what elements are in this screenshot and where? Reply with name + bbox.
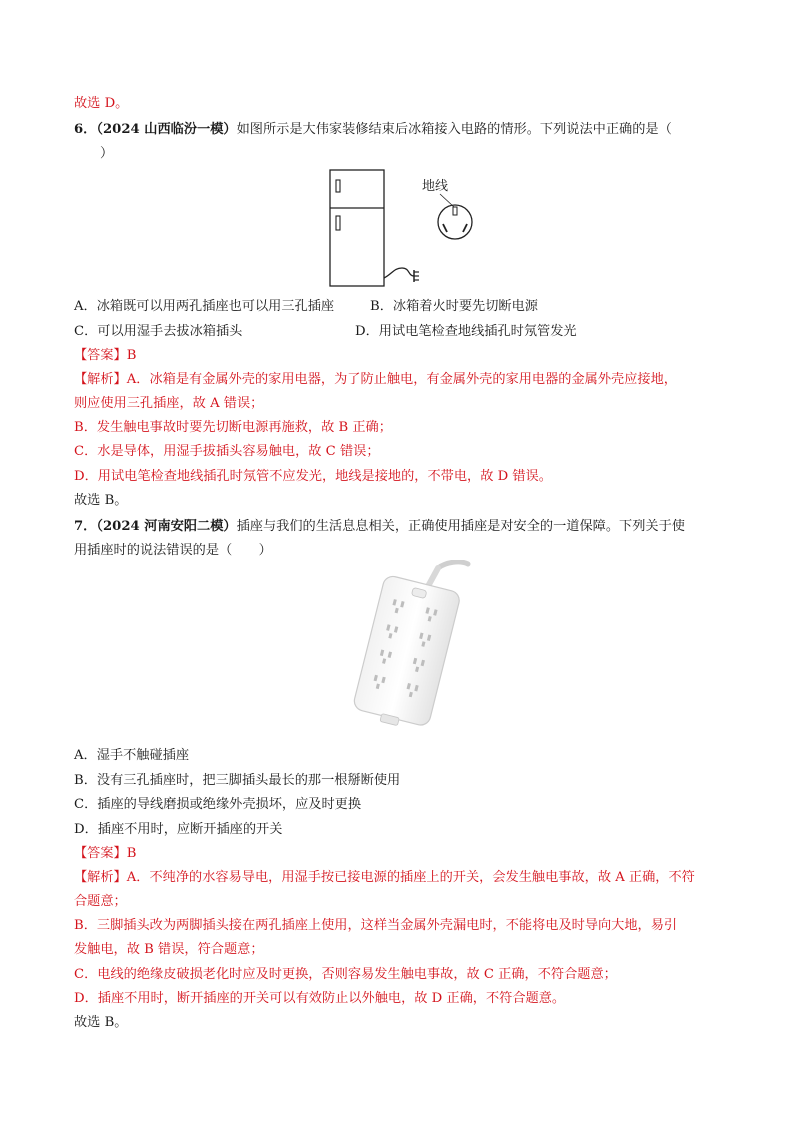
power-strip-body	[351, 574, 462, 733]
q7-number: 7．	[74, 519, 97, 534]
q6-analysis-line-4: C．水是导体，用湿手拔插头容易触电，故 C 错误；	[74, 444, 380, 459]
q6-option-b: B．冰箱着火时要先切断电源	[370, 299, 538, 314]
fridge-circuit-figure	[322, 166, 482, 290]
q6-option-c: C．可以用湿手去拔冰箱插头	[74, 324, 243, 339]
fridge-handle-bottom	[336, 216, 340, 230]
ground-label-leader	[440, 194, 454, 207]
q6-conclusion: 故选 B。	[74, 493, 128, 508]
q6-number: 6．	[74, 122, 97, 137]
q7-option-c: C．插座的导线磨损或绝缘外壳损坏，应及时更换	[74, 797, 362, 812]
q7-analysis-line-3: B．三脚插头改为两脚插头接在两孔插座上使用，这样当金属外壳漏电时，不能将电及时导向大地，易引	[74, 918, 678, 933]
fridge-cord	[384, 268, 414, 278]
q7-option-a: A．湿手不触碰插座	[74, 748, 190, 763]
three-hole-socket-icon	[438, 205, 472, 239]
q7-option-b: B．没有三孔插座时，把三脚插头最长的那一根掰断使用	[74, 773, 401, 788]
q7-analysis-line-6: D．插座不用时，断开插座的开关可以有效防止以外触电，故 D 正确，不符合题意。	[74, 991, 566, 1006]
q7-analysis-tag: 【解析】	[74, 870, 127, 885]
q6-stem-text: 如图所示是大伟家装修结束后冰箱接入电路的情形。下列说法中正确的是（	[236, 122, 672, 137]
q6-stem	[74, 120, 672, 140]
q6-answer	[74, 346, 136, 366]
plug-icon	[414, 270, 419, 282]
q7-analysis-line-2: 合题意；	[74, 894, 127, 909]
q7-stem	[74, 517, 685, 537]
ground-wire-label: 地线	[422, 178, 449, 193]
q7-analysis-line-4: 发触电，故 B 错误，符合题意；	[74, 942, 264, 957]
q7-analysis-line-1: 【解析】A．不纯净的水容易导电，用湿手按已接电源的插座上的开关，会发生触电事故，故 A 正确，不符	[74, 870, 695, 885]
q6-answer-tag: 【答案】	[74, 348, 127, 363]
q7-source: （2024 河南安阳二模）	[96, 519, 237, 534]
q7-option-d: D．插座不用时，应断开插座的开关	[74, 822, 283, 837]
q7-stem-text: 插座与我们的生活息息相关，正确使用插座是对安全的一道保障。下列关于使	[236, 519, 685, 534]
q6-answer-value: B	[126, 348, 137, 363]
fridge-handle-top	[336, 180, 340, 192]
q6-analysis-line-5: D．用试电笔检查地线插孔时氖管不应发光，地线是接地的，不带电，故 D 错误。	[74, 469, 552, 484]
previous-conclusion: 故选 D。	[74, 96, 129, 111]
q6-source: （2024 山西临汾一模）	[96, 122, 237, 137]
q7-answer	[74, 844, 136, 864]
q6-stem-line2: ）	[100, 146, 114, 161]
q6-analysis-line-1: 【解析】A．冰箱是有金属外壳的家用电器，为了防止触电，有金属外壳的家用电器的金属外壳应接地，	[74, 372, 677, 387]
q6-analysis-line-2: 则应使用三孔插座，故 A 错误；	[74, 396, 264, 411]
q6-option-d: D．用试电笔检查地线插孔时氖管发光	[355, 324, 577, 339]
power-strip-figure	[338, 560, 478, 736]
q7-analysis-line-5: C．电线的绝缘皮破损老化时应及时更换，否则容易发生触电事故，故 C 正确，不符合题意；	[74, 967, 617, 982]
q7-conclusion: 故选 B。	[74, 1015, 128, 1030]
q7-answer-value: B	[126, 846, 137, 861]
fridge-body	[330, 170, 384, 286]
q6-analysis-line-3: B．发生触电事故时要先切断电源再施救，故 B 正确；	[74, 420, 392, 435]
q7-answer-tag: 【答案】	[74, 846, 127, 861]
power-cord	[438, 562, 468, 568]
q6-analysis-tag: 【解析】	[74, 372, 127, 387]
q6-option-a: A．冰箱既可以用两孔插座也可以用三孔插座	[74, 299, 335, 314]
q7-stem-line2: 用插座时的说法错误的是（ ）	[74, 543, 272, 558]
